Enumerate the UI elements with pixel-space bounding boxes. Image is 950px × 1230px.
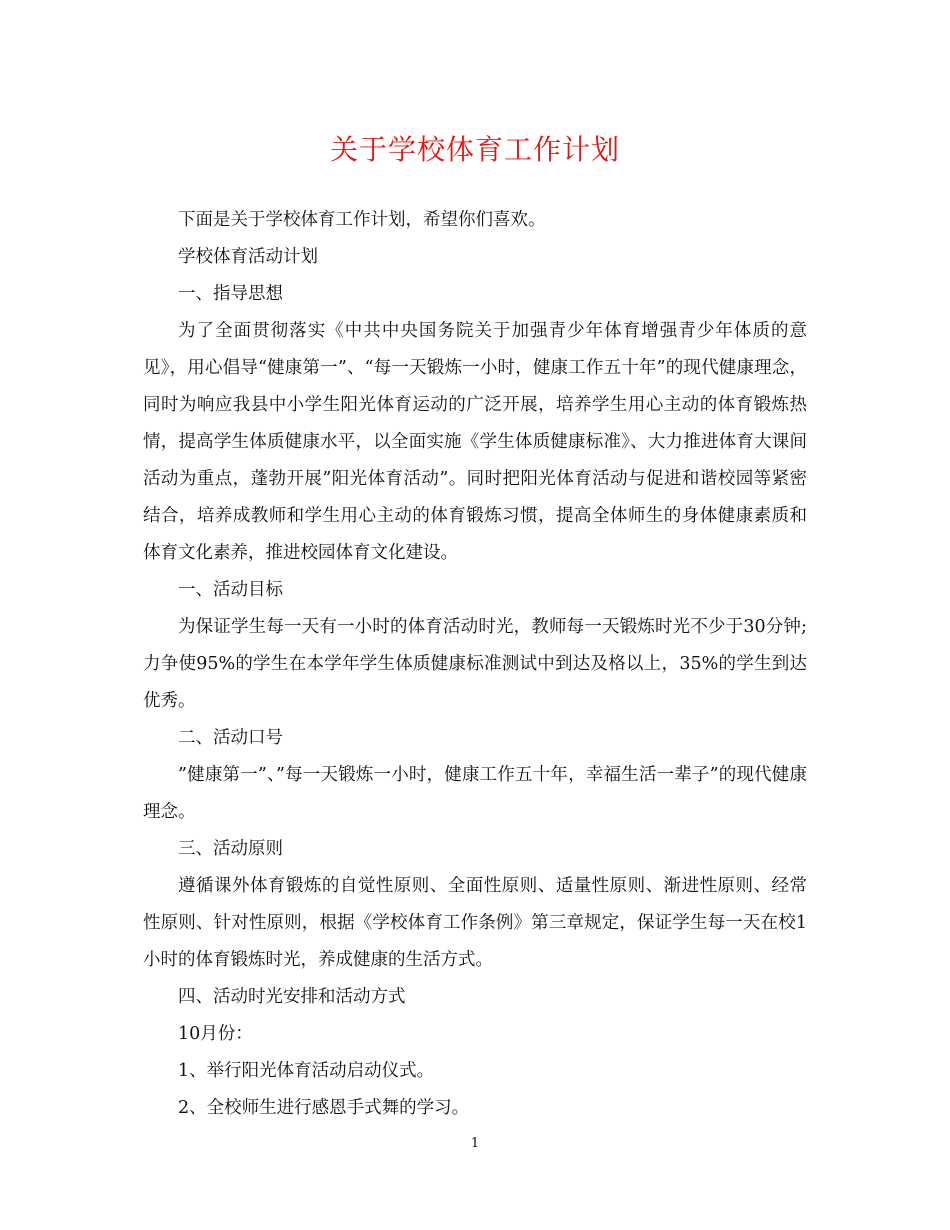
section-heading: 四、活动时光安排和活动方式 bbox=[178, 987, 406, 1007]
section-heading: 学校体育活动计划 bbox=[178, 247, 318, 267]
document-title: 关于学校体育工作计划 bbox=[329, 133, 620, 166]
intro-paragraph: 下面是关于学校体育工作计划，希望你们喜欢。 bbox=[178, 210, 546, 230]
list-item: 1、举行阳光体育活动启动仪式。 bbox=[178, 1061, 435, 1081]
list-item: 2、全校师生进行感恩手式舞的学习。 bbox=[178, 1098, 470, 1118]
body-paragraph: 为保证学生每一天有一小时的体育活动时光，教师每一天锻炼时光不少于30分钟;力争使95%的学生在本学年学生体质健康标准测试中到达及格以上，35%的学生到达优秀。 bbox=[143, 617, 807, 711]
document-body bbox=[143, 202, 807, 1127]
section-heading: 二、活动口号 bbox=[178, 728, 283, 748]
section-heading: 一、活动目标 bbox=[178, 580, 283, 600]
body-paragraph: ”健康第一”、”每一天锻炼一小时，健康工作五十年，幸福生活一辈子”的现代健康理念。 bbox=[143, 765, 807, 822]
body-paragraph: 遵循课外体育锻炼的自觉性原则、全面性原则、适量性原则、渐进性原则、经常性原则、针对性原则，根据《学校体育工作条例》第三章规定，保证学生每一天在校1小时的体育锻炼时光，养成健康的生活方式。 bbox=[143, 876, 807, 970]
page-number: 1 bbox=[470, 1136, 480, 1151]
body-paragraph: 为了全面贯彻落实《中共中央国务院关于加强青少年体育增强青少年体质的意见》，用心倡导“健康第一”、“每一天锻炼一小时，健康工作五十年”的现代健康理念，同时为响应我县中小学生阳光体育运动的广泛开展，培养学生用心主动的体育锻炼热情，提高学生体质健康水平，以全面实施《学生体质健康标准》、大力推进体育大课间活动为重点，蓬勃开展”阳光体育活动”。同时把阳光体育活动与促进和谐校园等紧密结合，培养成教师和学生用心主动的体育锻炼习惯，提高全体师生的身体健康素质和体育文化素养，推进校园体育文化建设。 bbox=[143, 321, 807, 563]
body-paragraph: 10月份： bbox=[178, 1024, 253, 1044]
section-heading: 一、指导思想 bbox=[178, 284, 283, 304]
section-heading: 三、活动原则 bbox=[178, 839, 283, 859]
